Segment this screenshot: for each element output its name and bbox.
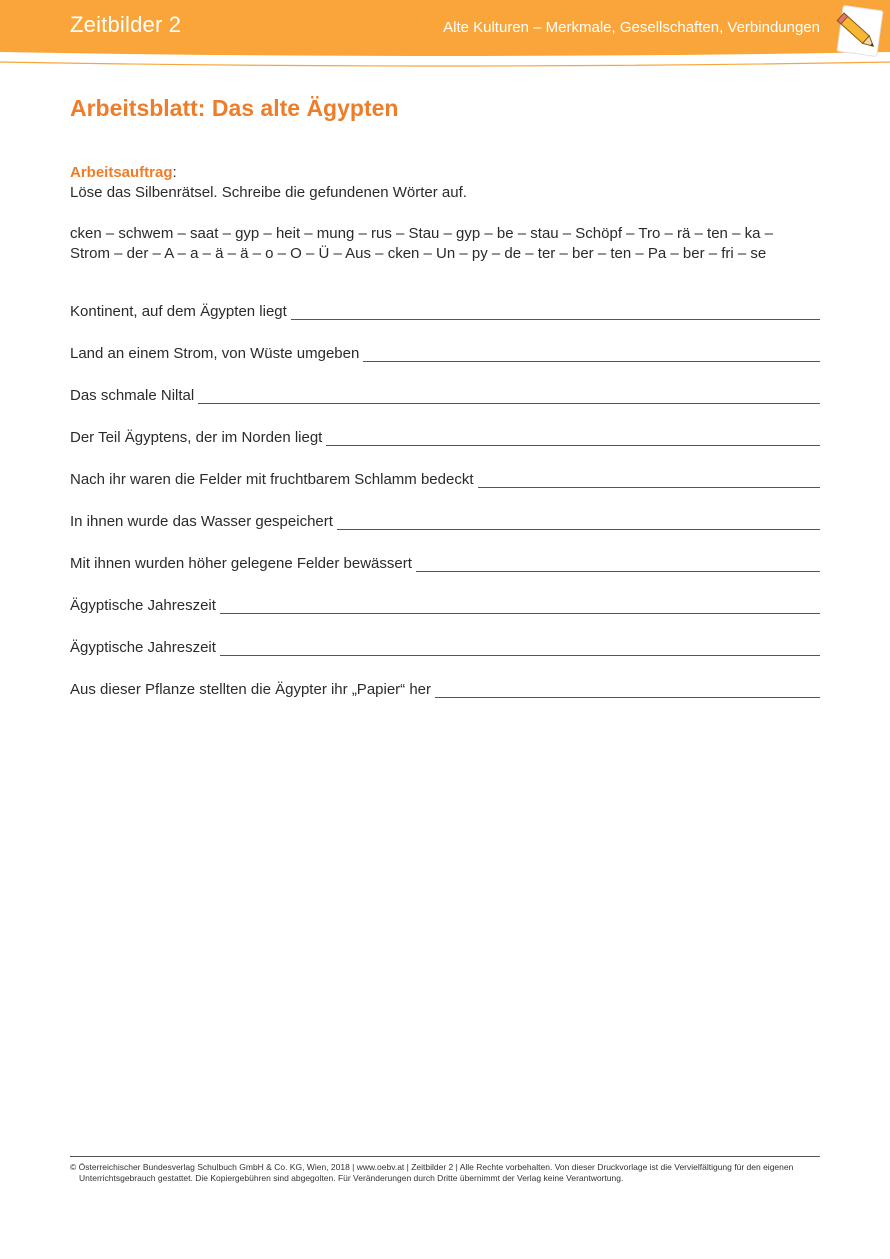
question-row — [70, 574, 820, 616]
question-text: In ihnen wurde das Wasser gespeichert — [70, 513, 333, 530]
question-row — [70, 302, 820, 322]
footer-copyright — [70, 1162, 820, 1184]
answer-line[interactable] — [291, 318, 820, 320]
question-text: Das schmale Niltal — [70, 387, 195, 404]
question-row — [70, 406, 820, 448]
chapter-title: Alte Kulturen – Merkmale, Gesellschaften, Verbindungen — [443, 19, 820, 36]
task-heading — [70, 163, 467, 183]
question-row — [70, 616, 820, 658]
syllables-line-2: Strom – der – A – a – ä – ä – o – O – Ü – Aus – cken – Un – py – de – ter – ber – ten – Pa – ber – fri – se — [70, 245, 767, 262]
answer-line[interactable] — [326, 444, 820, 446]
footer-line-1: © Österreichischer Bundesverlag Schulbuch GmbH & Co. KG, Wien, 2018 | www.oebv.at | Zeitbilder 2 | Alle Rechte vorbehalten. Von dieser Druckvorlage ist die Vervielfältigung für den eigenen — [70, 1162, 794, 1172]
question-text: Land an einem Strom, von Wüste umgeben — [70, 345, 360, 362]
question-row — [70, 322, 820, 364]
question-text: Der Teil Ägyptens, der im Norden liegt — [70, 429, 323, 446]
question-row — [70, 658, 820, 700]
question-row — [70, 490, 820, 532]
syllable-list — [70, 224, 820, 264]
answer-line[interactable] — [220, 654, 820, 656]
book-title: Zeitbilder 2 — [70, 12, 182, 37]
footer-line-2: Unterrichtsgebrauch gestattet. Die Kopiergebühren sind abgegolten. Für Veränderungen durch Dritte übernimmt der Verlag keine Verantwortung. — [79, 1173, 624, 1183]
pencil-icon — [832, 2, 890, 60]
answer-line[interactable] — [435, 696, 820, 698]
task-label: Arbeitsauftrag — [70, 164, 173, 181]
answer-line[interactable] — [337, 528, 820, 530]
question-list — [70, 302, 820, 700]
task-colon: : — [172, 164, 177, 181]
task-block — [70, 163, 467, 203]
question-row — [70, 448, 820, 490]
question-text: Aus dieser Pflanze stellten die Ägypter ihr „Papier“ her — [70, 681, 432, 698]
footer-divider — [70, 1156, 820, 1157]
question-row — [70, 364, 820, 406]
question-text: Ägyptische Jahreszeit — [70, 639, 216, 656]
question-text: Kontinent, auf dem Ägypten liegt — [70, 303, 287, 320]
task-text: Löse das Silbenrätsel. Schreibe die gefundenen Wörter auf. — [70, 184, 467, 201]
syllables-line-1: cken – schwem – saat – gyp – heit – mung – rus – Stau – gyp – be – stau – Schöpf – Tro – rä – ten – ka – — [70, 225, 773, 242]
question-text: Ägyptische Jahreszeit — [70, 597, 216, 614]
answer-line[interactable] — [198, 402, 820, 404]
answer-line[interactable] — [416, 570, 820, 572]
answer-line[interactable] — [220, 612, 820, 614]
question-row — [70, 532, 820, 574]
answer-line[interactable] — [363, 360, 820, 362]
answer-line[interactable] — [478, 486, 821, 488]
question-text: Nach ihr waren die Felder mit fruchtbarem Schlamm bedeckt — [70, 471, 474, 488]
worksheet-title: Arbeitsblatt: Das alte Ägypten — [70, 95, 399, 121]
question-text: Mit ihnen wurden höher gelegene Felder bewässert — [70, 555, 412, 572]
